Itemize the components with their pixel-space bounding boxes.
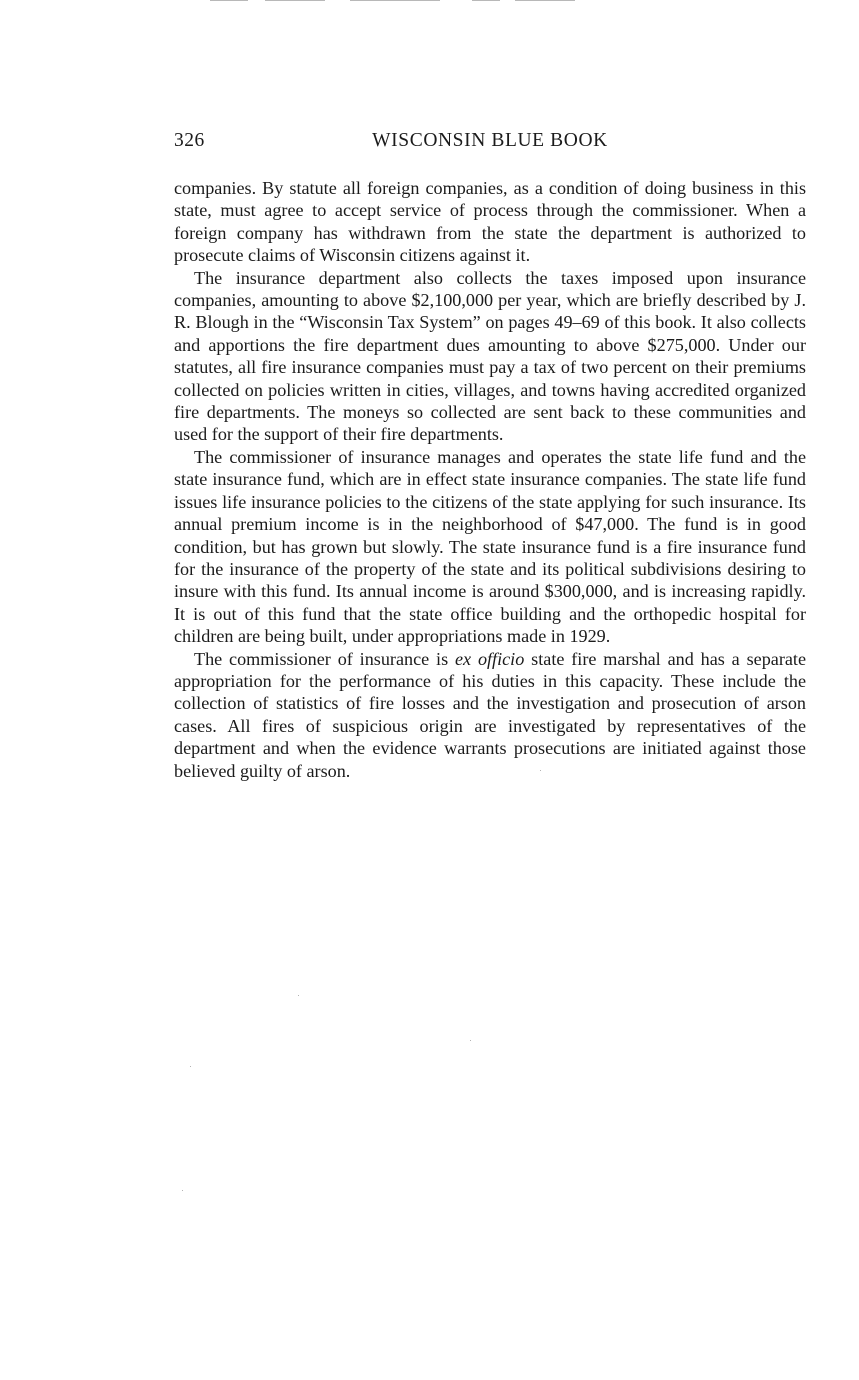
paragraph-continuation: companies. By statute all foreign companies, as a condition of doing business in this state, must agree to accept service of process through the commissioner. When a foreign company has withdrawn from the state the department is authorized to prosecute claims of Wisconsin citizens against it. — [174, 178, 806, 266]
paper-speck — [182, 1190, 183, 1191]
paper-speck — [298, 995, 299, 996]
paragraph-state-funds: The commissioner of insurance manages and operates the state life fund and the state insurance fund, which are in effect state insurance companies. The state life fund issues life insurance policies to the citizens of the state applying for such insurance. Its annual premium income is in the neighborhood of $47,000. The fund is in good condition, but has grown but slowly. The state insurance fund is a fire insurance fund for the insurance of the property of the state and its political subdivisions desiring to insure with this fund. Its annual income is around $300,000, and is increasing rapidly. It is out of this fund that the state office building and the orthopedic hospital for children are being built, under appropriations made in 1929. — [174, 446, 806, 647]
show-through-from-previous-page — [210, 0, 580, 4]
fire-marshal-text-start: The commissioner of insurance is — [194, 648, 455, 669]
paper-speck — [470, 1040, 471, 1041]
paper-speck — [540, 770, 541, 771]
paper-speck — [190, 1066, 191, 1067]
running-title: WISCONSIN BLUE BOOK — [372, 130, 608, 151]
paragraph-fire-marshal — [174, 648, 806, 782]
emphasis-ex-officio: ex officio — [454, 648, 525, 669]
fire-marshal-text-end: state fire marshal and has a separate appropriation for the performance of his duties in this capacity. These include the collection of statistics of fire losses and the investigation and prosecution of arson cases. All fires of suspicious origin are investigated by representatives of the department and when the evidence warrants prosecutions are initiated against those believed guilty of arson. — [174, 648, 806, 781]
running-head — [174, 128, 806, 154]
body-text — [174, 177, 806, 782]
page-number: 326 — [174, 130, 205, 151]
paragraph-insurance-taxes: The insurance department also collects the taxes imposed upon insurance companies, amounting to above $2,100,000 per year, which are briefly described by J. R. Blough in the “Wisconsin Tax System” on pages 49–69 of this book. It also collects and apportions the fire department dues amounting to above $275,000. Under our statutes, all fire insurance companies must pay a tax of two percent on their premiums collected on policies written in cities, villages, and towns having accredited organized fire departments. The moneys so collected are sent back to these communities and used for the support of their fire departments. — [174, 267, 806, 445]
